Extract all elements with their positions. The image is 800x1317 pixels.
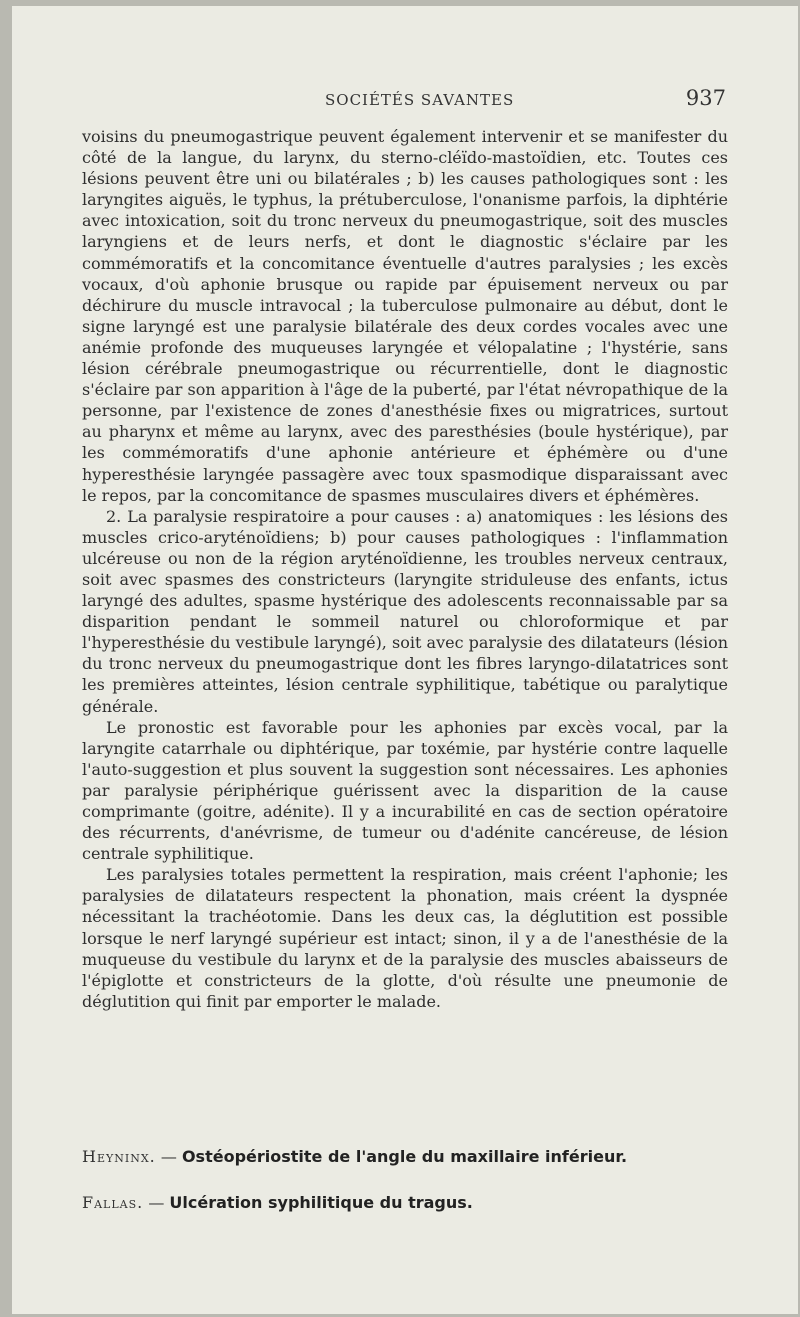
author-name: Heyninx. <box>82 1147 156 1166</box>
communication-title-1 <box>82 1146 728 1167</box>
running-head: SOCIÉTÉS SAVANTES <box>325 91 515 109</box>
paragraph-2: 2. La paralysie respiratoire a pour causes : a) anatomiques : les lésions des muscles crico-aryténoïdiens; b) pour causes pathologiques : l'inflammation ulcéreuse ou non de la région aryténoïdienne, les troubles nerveux centraux, soit avec spasmes des constricteurs (laryngite striduleuse des enfants, ictus laryngé des adultes, spasme hystérique des adolescents reconnaissable par sa disparition pendant le sommeil naturel ou chloroformique et par l'hyperesthésie du vestibule laryngé), soit avec paralysie des dilatateurs (lésion du tronc nerveux du pneumogastrique dont les fibres laryngo-dilatatrices sont les premières atteintes, lésion centrale syphilitique, tabétique ou paralytique générale. <box>82 506 728 716</box>
title-dash: — <box>160 1147 177 1166</box>
communication-title-2 <box>82 1192 728 1213</box>
body-text <box>82 126 728 1012</box>
title-dash: — <box>148 1193 165 1212</box>
page <box>12 6 798 1314</box>
communication-title: Ulcération syphilitique du tragus. <box>169 1193 473 1212</box>
page-header <box>12 86 798 116</box>
paragraph-3: Le pronostic est favorable pour les aphonies par excès vocal, par la laryngite catarrhale ou diphtérique, par toxémie, par hystérie contre laquelle l'auto-suggestion et plus souvent la suggestion sont nécessaires. Les aphonies par paralysie périphérique guérissent avec la disparition de la cause comprimante (goitre, adénite). Il y a incurabilité en cas de section opératoire des récurrents, d'anévrisme, de tumeur ou d'adénite cancéreuse, de lésion centrale syphilitique. <box>82 717 728 864</box>
author-name: Fallas. <box>82 1193 144 1212</box>
communication-title: Ostéopériostite de l'angle du maxillaire inférieur. <box>181 1147 628 1166</box>
paragraph-4: Les paralysies totales permettent la respiration, mais créent l'aphonie; les paralysies de dilatateurs respectent la phonation, mais créent la dyspnée nécessitant la trachéotomie. Dans les deux cas, la déglutition est possible lorsque le nerf laryngé supérieur est intact; sinon, il y a de l'anesthésie de la muqueuse du vestibule du larynx et de la paralysie des muscles abaisseurs de l'épiglotte et constricteurs de la glotte, d'où résulte une pneumonie de déglutition qui finit par emporter le malade. <box>82 865 728 1011</box>
paragraph-1: voisins du pneumogastrique peuvent également intervenir et se manifester du côté de la langue, du larynx, du sterno-cléïdo-mastoïdien, etc. Toutes ces lésions peuvent être uni ou bilatérales ; b) les causes pathologiques sont : les laryngites aiguës, le typhus, la prétuberculose, l'onanisme parfois, la diphtérie avec intoxication, soit du tronc nerveux du pneumogastrique, soit des muscles laryngiens et de leurs nerfs, et dont le diagnostic s'éclaire par les commémoratifs et la concomitance éventuelle d'autres paralysies ; les excès vocaux, d'où aphonie brusque ou rapide par épuisement nerveux ou par déchirure du muscle intravocal ; la tuberculose pulmonaire au début, dont le signe laryngé est une paralysie bilatérale des deux cordes vocales avec une anémie profonde des muqueuses laryngée et vélopalatine ; l'hystérie, sans lésion cérébrale pneumogastrique ou récurrentielle, dont le diagnostic s'éclaire par son apparition à l'âge de la puberté, par l'état névropathique de la personne, par l'existence de zones d'anesthésie fixes ou migratrices, surtout au pharynx et même au larynx, avec des paresthésies (boule hystérique), par les commémoratifs d'une aphonie antérieure et éphémère ou d'une hyperesthésie laryngée passagère avec toux spasmodique disparaissant avec le repos, par la concomitance de spasmes musculaires divers et éphémères. <box>82 127 728 505</box>
page-number: 937 <box>685 86 726 110</box>
